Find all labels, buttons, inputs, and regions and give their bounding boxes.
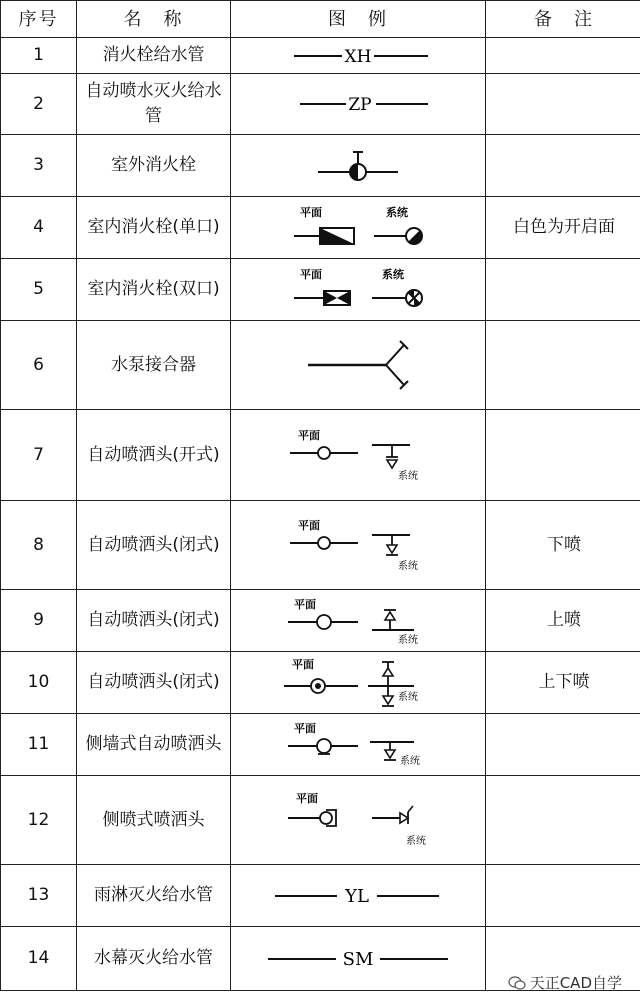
pipe-sm-symbol — [248, 947, 468, 971]
row-figure — [231, 410, 486, 501]
row-note — [486, 321, 640, 410]
row-name: 自动喷洒头(闭式) — [77, 590, 231, 652]
row-figure — [231, 776, 486, 865]
svg-text:平面: 平面 — [300, 205, 322, 219]
svg-text:XH: XH — [344, 46, 372, 67]
svg-text:系统: 系统 — [398, 691, 418, 703]
outdoor-hydrant-icon — [258, 144, 458, 188]
sprinkler-open-icon — [258, 423, 458, 487]
table-row — [1, 38, 640, 74]
svg-text:系统: 系统 — [386, 205, 408, 219]
sidewall-sprinkler-icon — [258, 720, 458, 770]
pipe-xh-symbol — [258, 44, 458, 68]
svg-text:系统: 系统 — [382, 267, 404, 281]
row-name: 侧墙式自动喷洒头 — [77, 714, 231, 776]
watermark — [508, 972, 622, 993]
table-row — [1, 865, 640, 927]
svg-text:平面: 平面 — [296, 792, 318, 805]
header-no: 序号 — [1, 1, 77, 38]
table-row — [1, 321, 640, 410]
row-figure — [231, 865, 486, 927]
svg-text:系统: 系统 — [400, 755, 420, 767]
row-name: 室外消火栓 — [77, 135, 231, 197]
row-note — [486, 865, 640, 927]
row-note — [486, 38, 640, 74]
row-note: 下喷 — [486, 501, 640, 590]
row-name: 室内消火栓(双口) — [77, 259, 231, 321]
row-note: 上喷 — [486, 590, 640, 652]
row-no: 1 — [1, 38, 77, 74]
row-figure — [231, 321, 486, 410]
svg-text:系统: 系统 — [398, 471, 418, 482]
table-row — [1, 410, 640, 501]
svg-text:YL: YL — [345, 885, 369, 907]
indoor-hydrant-double-icon — [258, 266, 458, 314]
row-note — [486, 259, 640, 321]
table-row — [1, 501, 640, 590]
svg-text:平面: 平面 — [300, 267, 322, 281]
table-row — [1, 135, 640, 197]
pipe-zp-symbol — [258, 92, 458, 116]
row-no: 8 — [1, 501, 77, 590]
svg-text:系统: 系统 — [398, 561, 418, 572]
header-name: 名 称 — [77, 1, 231, 38]
svg-text:ZP: ZP — [348, 95, 372, 115]
svg-text:平面: 平面 — [298, 519, 320, 532]
row-no: 9 — [1, 590, 77, 652]
row-name: 水幕灭火给水管 — [77, 927, 231, 991]
row-note — [486, 74, 640, 135]
svg-text:SM: SM — [342, 948, 374, 970]
svg-text:系统: 系统 — [398, 634, 418, 646]
row-name: 消火栓给水管 — [77, 38, 231, 74]
row-note — [486, 135, 640, 197]
row-name: 侧喷式喷洒头 — [77, 776, 231, 865]
row-no: 12 — [1, 776, 77, 865]
row-no: 5 — [1, 259, 77, 321]
row-figure — [231, 590, 486, 652]
table-row — [1, 259, 640, 321]
row-name: 室内消火栓(单口) — [77, 197, 231, 259]
row-figure — [231, 74, 486, 135]
wechat-icon — [508, 976, 526, 990]
side-spray-sprinkler-icon — [258, 788, 458, 852]
row-no: 10 — [1, 652, 77, 714]
row-figure — [231, 714, 486, 776]
sprinkler-closed-updown-icon — [258, 656, 458, 710]
sprinkler-closed-down-icon — [258, 513, 458, 577]
svg-text:平面: 平面 — [292, 657, 314, 671]
row-no: 7 — [1, 410, 77, 501]
table-row — [1, 652, 640, 714]
row-figure — [231, 135, 486, 197]
svg-text:平面: 平面 — [294, 721, 316, 735]
pump-adapter-icon — [258, 335, 458, 395]
row-figure — [231, 197, 486, 259]
row-note — [486, 714, 640, 776]
table-row — [1, 776, 640, 865]
row-figure — [231, 501, 486, 590]
svg-text:平面: 平面 — [298, 429, 320, 442]
row-name: 自动喷洒头(开式) — [77, 410, 231, 501]
indoor-hydrant-single-icon — [258, 204, 458, 252]
pipe-yl-symbol — [253, 884, 463, 908]
row-note: 上下喷 — [486, 652, 640, 714]
header-row — [1, 1, 640, 38]
row-figure — [231, 38, 486, 74]
row-no: 3 — [1, 135, 77, 197]
svg-text:平面: 平面 — [294, 597, 316, 611]
table-row — [1, 197, 640, 259]
row-name: 自动喷洒头(闭式) — [77, 501, 231, 590]
row-no: 13 — [1, 865, 77, 927]
row-no: 4 — [1, 197, 77, 259]
row-no: 2 — [1, 74, 77, 135]
table-row — [1, 74, 640, 135]
row-no: 14 — [1, 927, 77, 991]
sprinkler-closed-up-icon — [258, 596, 458, 646]
row-note — [486, 776, 640, 865]
row-note — [486, 410, 640, 501]
header-figure: 图 例 — [231, 1, 486, 38]
row-no: 11 — [1, 714, 77, 776]
row-figure — [231, 927, 486, 991]
table-row — [1, 590, 640, 652]
row-figure — [231, 259, 486, 321]
table-row — [1, 714, 640, 776]
row-no: 6 — [1, 321, 77, 410]
svg-text:系统: 系统 — [406, 836, 426, 847]
row-name: 水泵接合器 — [77, 321, 231, 410]
row-name: 雨淋灭火给水管 — [77, 865, 231, 927]
row-name: 自动喷水灭火给水管 — [77, 74, 231, 135]
watermark-text: 天正CAD自学 — [529, 974, 622, 992]
row-note: 白色为开启面 — [486, 197, 640, 259]
header-note: 备 注 — [486, 1, 640, 38]
row-name: 自动喷洒头(闭式) — [77, 652, 231, 714]
row-figure — [231, 652, 486, 714]
